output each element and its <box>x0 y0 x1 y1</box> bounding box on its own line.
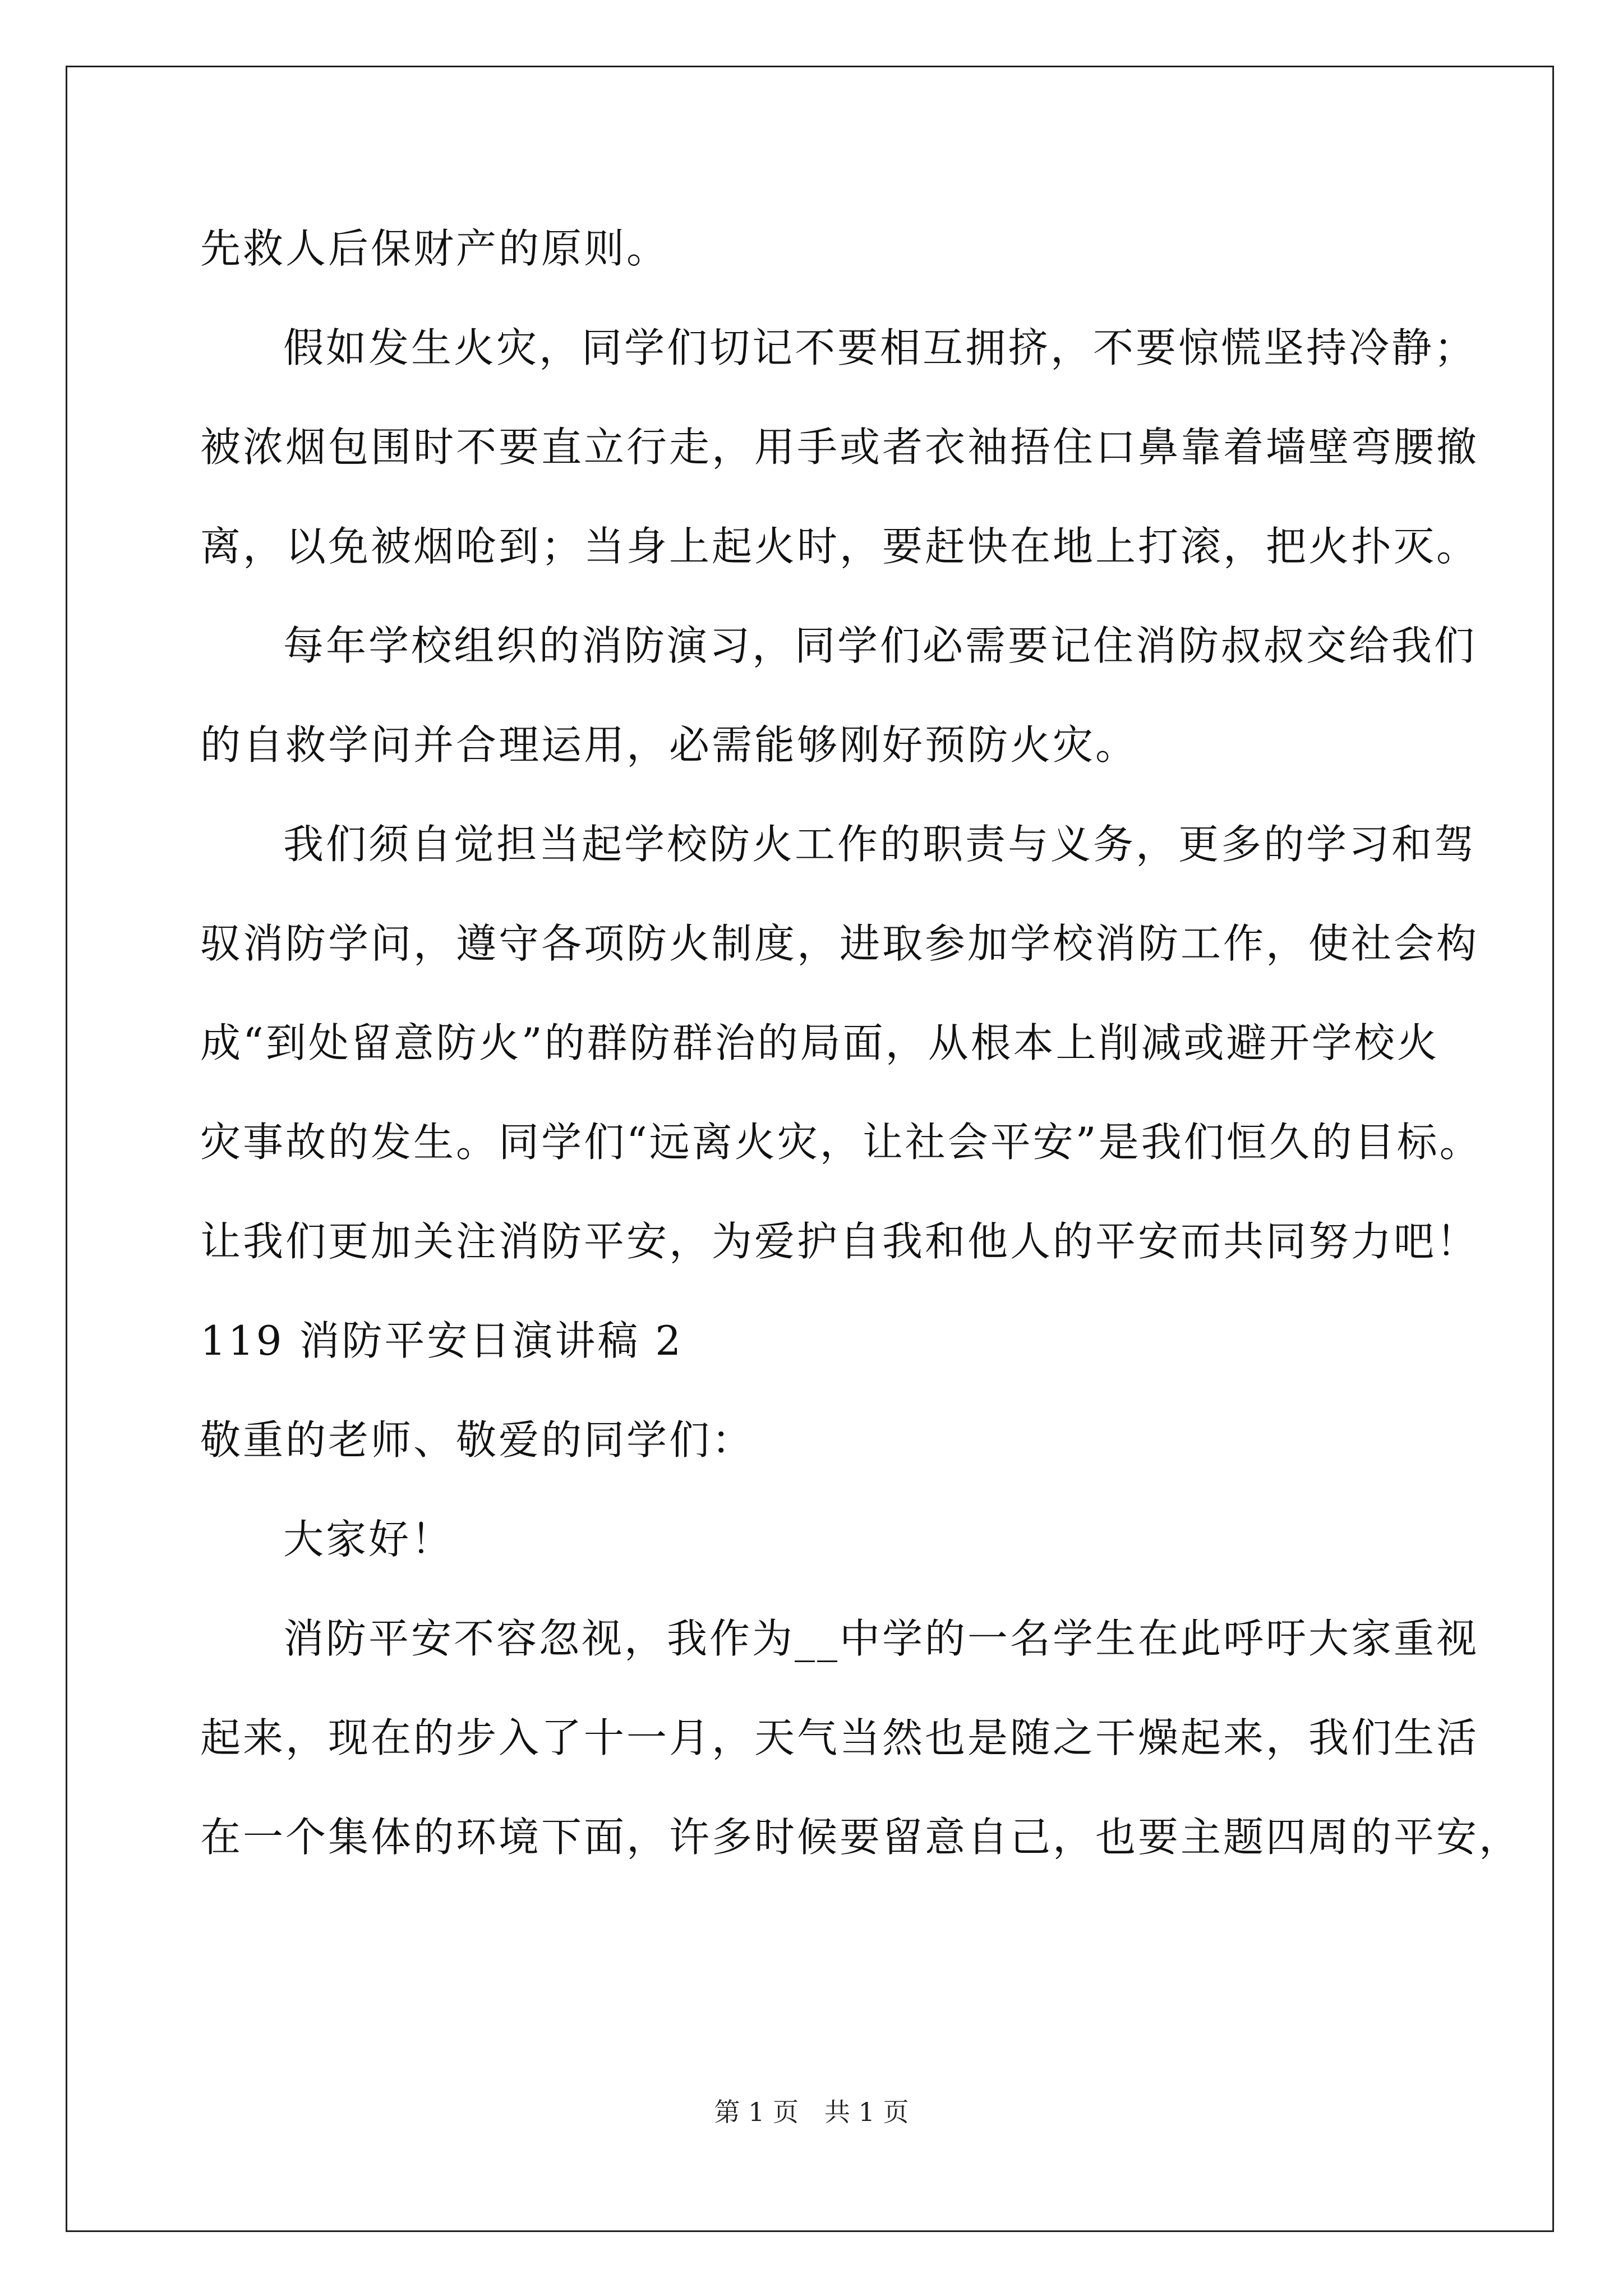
paragraph-start: 我们须自觉担当起学校防火工作的职责与义务，更多的学习和驾 <box>283 821 1477 868</box>
text-line: 被浓烟包围时不要直立行走，用手或者衣袖捂住口鼻靠着墙壁弯腰撤 <box>200 424 1479 471</box>
text-line: 让我们更加关注消防平安，为爱护自我和他人的平安而共同努力吧！ <box>200 1218 1479 1265</box>
greeting: 大家好！ <box>283 1516 454 1563</box>
text-line: 灾事故的发生。同学们“远离火灾，让社会平安”是我们恒久的目标。 <box>200 1119 1482 1166</box>
salutation: 敬重的老师、敬爱的同学们： <box>200 1416 755 1464</box>
text-line: 先救人后保财产的原则。 <box>200 225 670 272</box>
text-line: 驭消防学问，遵守各项防火制度，进取参加学校消防工作，使社会构 <box>200 920 1479 967</box>
paragraph-start: 每年学校组织的消防演习，同学们必需要记住消防叔叔交给我们 <box>283 622 1477 669</box>
text-line: 的自救学问并合理运用，必需能够刚好预防火灾。 <box>200 721 1138 769</box>
paragraph-start: 消防平安不容忽视，我作为__中学的一名学生在此呼吁大家重视 <box>283 1615 1479 1662</box>
text-line: 离，以免被烟呛到；当身上起火时，要赶快在地上打滚，把火扑灭。 <box>200 523 1479 570</box>
section-heading: 119 消防平安日演讲稿 2 <box>200 1317 684 1364</box>
text-line: 在一个集体的环境下面，许多时候要留意自己，也要主题四周的平安， <box>200 1814 1522 1861</box>
text-line: 成“到处留意防火”的群防群治的局面，从根本上削减或避开学校火 <box>200 1019 1440 1066</box>
paragraph-start: 假如发生火灾，同学们切记不要相互拥挤，不要惊慌坚持冷静； <box>283 324 1477 371</box>
text-line: 起来，现在的步入了十一月，天气当然也是随之干燥起来，我们生活 <box>200 1714 1479 1761</box>
page-footer: 第 1 页 共 1 页 <box>714 2097 909 2127</box>
